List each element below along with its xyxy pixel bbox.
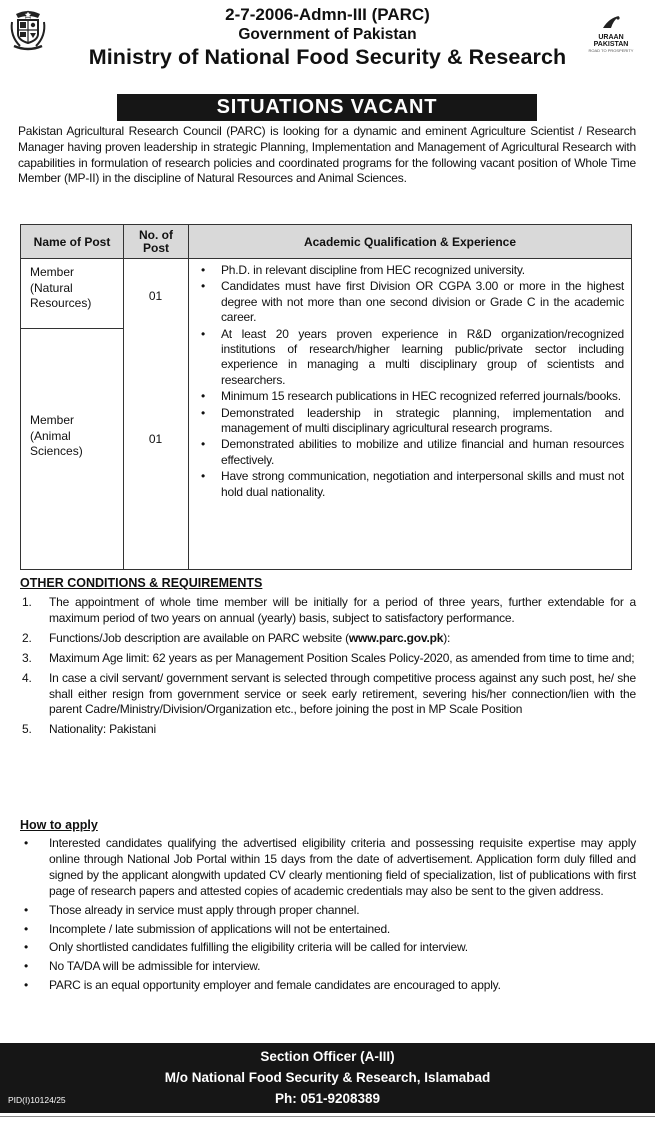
how-to-apply-list bbox=[18, 836, 636, 997]
list-item: • Only shortlisted candidates fulfilling the eligibility criteria will be called for interview. bbox=[18, 940, 636, 956]
post-count-animal-sciences: 01 bbox=[148, 432, 163, 446]
conditions-list bbox=[18, 595, 636, 742]
intro-paragraph: Pakistan Agricultural Research Council (PARC) is looking for a dynamic and eminent Agriculture Scientist / Research Manager having proven leadership in strategic Planning, Implementation and Management of Agricultural Research with capabilities in formulation of research policies and coordinated programs for the following vacant position of Whole Time Member (MP-II) in the discipline of Natural Resources and Animal Sciences. bbox=[18, 124, 636, 186]
list-item: • Have strong communication, negotiation and interpersonal skills and must not hold dual nationality. bbox=[199, 469, 624, 500]
list-item: • Interested candidates qualifying the advertised eligibility criteria and possessing requisite expertise may apply online through National Job Portal within 15 days from the date of advertisement. Application form duly filled and signed by the applicant alongwith updated CV clearly mentioning field of specialization, list of publications with first page of research papers and attested copies of academic credentials may also be sent to the given address. bbox=[18, 836, 636, 900]
column-divider bbox=[188, 225, 189, 569]
how-to-apply-title: How to apply bbox=[20, 818, 98, 832]
header bbox=[0, 4, 655, 94]
list-item: 3. Maximum Age limit: 62 years as per Management Position Scales Policy-2020, as amended from time to time and; bbox=[22, 650, 635, 665]
conditions-title: OTHER CONDITIONS & REQUIREMENTS bbox=[20, 576, 263, 590]
column-divider bbox=[123, 225, 124, 569]
list-item: • Candidates must have first Division OR CGPA 3.00 or more in the highest degree with not more than one second division or Grade C in the academic career. bbox=[199, 279, 624, 325]
footer-contact-block bbox=[0, 1043, 655, 1113]
footer-office: Section Officer (A-III) bbox=[260, 1049, 395, 1064]
list-item: 4. In case a civil servant/ government servant is selected through competitive process against any such post, he/ she shall either resign from government service or seek early retirement, severing his/her connection/lien with the parent Cadre/Ministry/Division/Organization etc., before joining the post in MP Scale Position bbox=[22, 670, 636, 717]
list-item: • Demonstrated leadership in strategic planning, implementation and management of multi disciplinary agricultural research programs. bbox=[199, 406, 624, 437]
government-title: Government of Pakistan bbox=[238, 26, 417, 43]
reference-number: 2-7-2006-Admn-III (PARC) bbox=[225, 5, 430, 24]
list-item: • At least 20 years proven experience in R&D organization/recognized institutions of research/higher learning public/private sector including experience in managing a multi disciplinary group of scientists and researchers. bbox=[199, 327, 624, 389]
post-count-natural-resources: 01 bbox=[148, 289, 163, 303]
footer-pid: PID(I)10124/25 bbox=[8, 1095, 66, 1105]
list-item: • Minimum 15 research publications in HEC recognized referred journals/books. bbox=[199, 389, 624, 404]
uraan-pakistan-logo bbox=[581, 12, 641, 56]
list-item: • Incomplete / late submission of applications will not be entertained. bbox=[18, 922, 636, 938]
header-name-of-post: Name of Post bbox=[33, 234, 111, 249]
ministry-title: Ministry of National Food Security & Research bbox=[88, 45, 567, 69]
list-item: • Demonstrated abilities to mobilize and utilize financial and human resources effectively. bbox=[199, 437, 624, 468]
state-emblem-icon bbox=[8, 8, 48, 52]
bottom-divider bbox=[0, 1116, 655, 1117]
uraan-logo-text: URAAN PAKISTAN bbox=[593, 34, 629, 48]
footer-address: M/o National Food Security & Research, Islamabad bbox=[164, 1070, 491, 1085]
vacancy-table bbox=[20, 224, 632, 570]
uraan-logo-subtext: ROAD TO PROSPERITY bbox=[588, 48, 634, 53]
post-name-animal-sciences: Member (Animal Sciences) bbox=[30, 413, 83, 458]
post-name-natural-resources: Member (Natural Resources) bbox=[30, 265, 92, 310]
qualification-list bbox=[199, 263, 624, 501]
footer-phone: Ph: 051-9208389 bbox=[274, 1091, 381, 1106]
list-item: • PARC is an equal opportunity employer and female candidates are encouraged to apply. bbox=[18, 978, 636, 994]
header-qualification: Academic Qualification & Experience bbox=[303, 234, 517, 249]
uraan-bird-icon bbox=[599, 12, 623, 34]
list-item: • No TA/DA will be admissible for interview. bbox=[18, 959, 636, 975]
list-item: 5. Nationality: Pakistani bbox=[22, 722, 156, 737]
list-item: • Those already in service must apply through proper channel. bbox=[18, 903, 636, 919]
situations-vacant-banner: SITUATIONS VACANT bbox=[117, 94, 537, 121]
list-item: 1. The appointment of whole time member will be initially for a period of three years, further extendable for a maximum period of two years on annual (yearly) basis, subject to satisfactory performance. bbox=[22, 595, 636, 625]
header-no-of-post: No. of Post bbox=[139, 228, 173, 255]
parc-website-link[interactable]: www.parc.gov.pk bbox=[348, 630, 444, 645]
list-item: 2. Functions/Job description are available on PARC website (www.parc.gov.pk): bbox=[22, 630, 451, 645]
list-item: • Ph.D. in relevant discipline from HEC recognized university. bbox=[199, 263, 624, 278]
